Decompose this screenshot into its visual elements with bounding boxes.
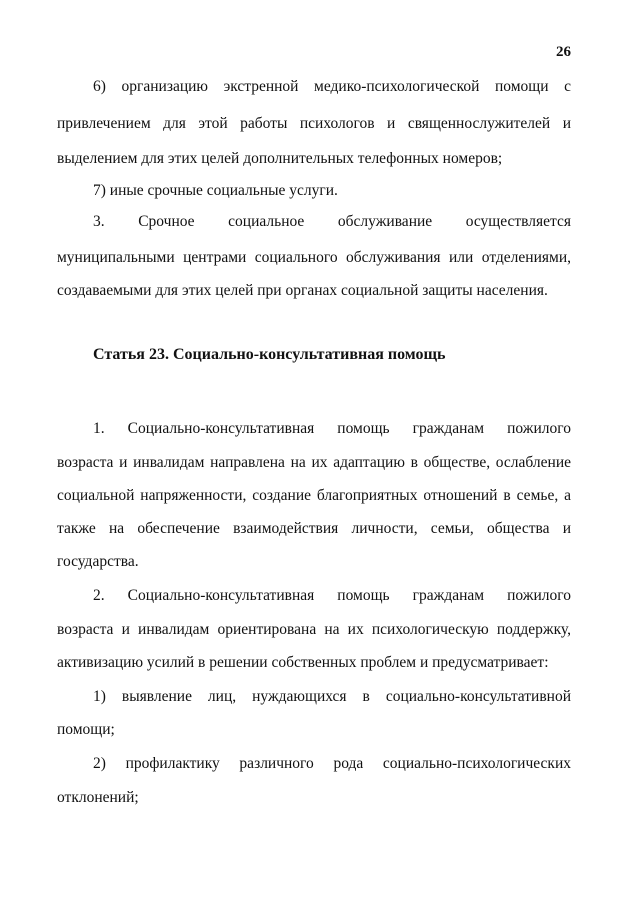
text-line: 2) профилактику различного рода социально-психологических [93, 755, 571, 772]
text-line: выделением для этих целей дополнительных телефонных номеров; [57, 150, 503, 167]
text-line: отклонений; [57, 789, 139, 806]
text-line: социальной напряженности, создание благоприятных отношений в семье, а [57, 487, 571, 504]
article-heading: Статья 23. Социально-консультативная помощь [93, 346, 446, 363]
text-line: также на обеспечение взаимодействия личности, семьи, общества и [57, 520, 571, 537]
text-line: привлечением для этой работы психологов и священнослужителей и [57, 115, 571, 132]
text-line: муниципальными центрами социального обслуживания или отделениями, [57, 249, 571, 266]
text-line: активизацию усилий в решении собственных проблем и предусматривает: [57, 654, 549, 671]
text-line: государства. [57, 553, 139, 570]
text-line: 7) иные срочные социальные услуги. [93, 182, 338, 199]
text-line: 1) выявление лиц, нуждающихся в социально-консультативной [93, 688, 571, 705]
text-line: 2. Социально-консультативная помощь гражданам пожилого [93, 587, 571, 604]
text-line: 6) организацию экстренной медико-психологической помощи с [93, 78, 571, 95]
text-line: 3. Срочное социальное обслуживание осуществляется [93, 213, 571, 230]
text-line: помощи; [57, 721, 115, 738]
text-line: 1. Социально-консультативная помощь гражданам пожилого [93, 420, 571, 437]
text-line: возраста и инвалидам направлена на их адаптацию в обществе, ослабление [57, 454, 571, 471]
text-line: возраста и инвалидам ориентирована на их психологическую поддержку, [57, 621, 571, 638]
page-number: 26 [556, 44, 571, 60]
text-line: создаваемыми для этих целей при органах социальной защиты населения. [57, 282, 548, 299]
